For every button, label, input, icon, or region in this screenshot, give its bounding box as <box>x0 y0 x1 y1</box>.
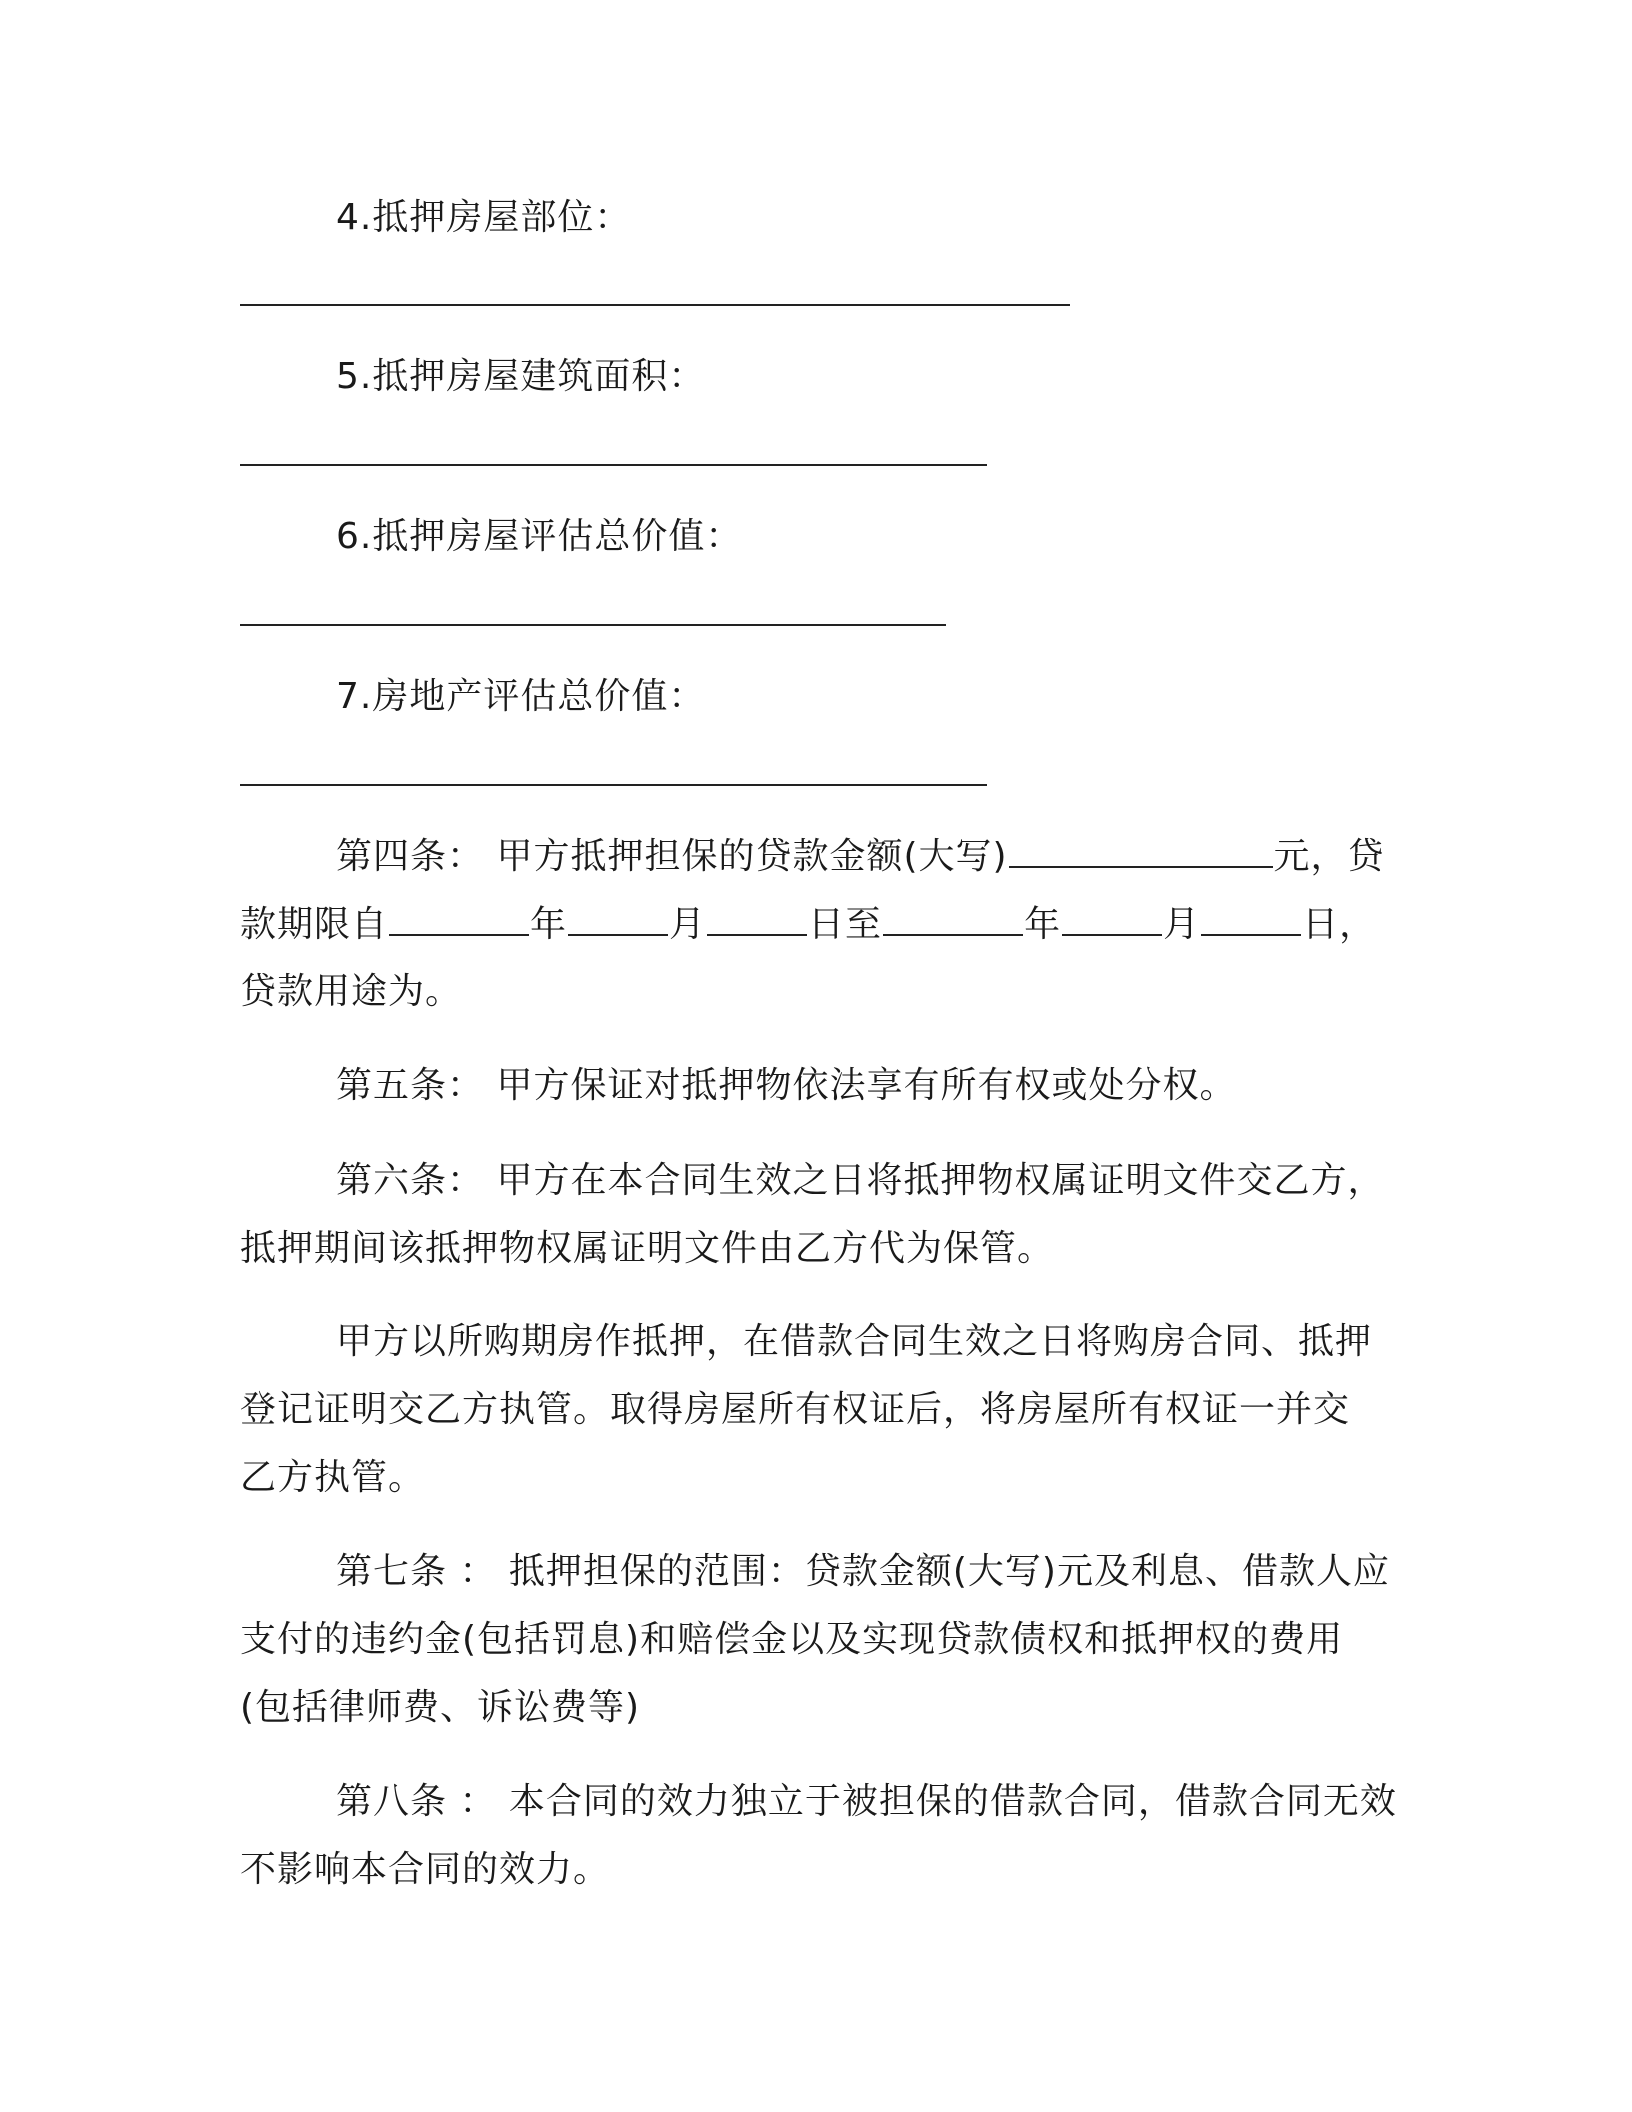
start-year-blank <box>389 900 529 936</box>
item-5-label: 5.抵押房屋建筑面积： <box>336 356 706 397</box>
start-day-label: 日至 <box>808 904 883 945</box>
article-8-line-2: 不影响本合同的效力。 <box>240 1849 611 1890</box>
article-4-text-b: 元，贷 <box>1273 836 1385 877</box>
end-month-label: 月 <box>1163 904 1201 945</box>
article-7-line-2: 支付的违约金(包括罚息)和赔偿金以及实现贷款债权和抵押权的费用 <box>240 1619 1344 1660</box>
end-day-blank <box>1201 900 1301 936</box>
article-4-line-1 <box>336 832 1385 881</box>
end-year-blank <box>883 900 1023 936</box>
start-year-label: 年 <box>530 904 568 945</box>
start-month-blank <box>568 900 668 936</box>
article-4-line-3: 贷款用途为。 <box>240 971 463 1012</box>
article-6-line-2: 抵押期间该抵押物权属证明文件由乙方代为保管。 <box>240 1228 1055 1269</box>
loan-term-start-label: 款期限自 <box>240 904 389 945</box>
item-4-label: 4.抵押房屋部位： <box>336 197 632 238</box>
article-7-line-1: 第七条 ： 抵押担保的范围：贷款金额(大写)元及利息、借款人应 <box>336 1551 1390 1592</box>
article-5-line-1: 第五条： 甲方保证对抵押物依法享有所有权或处分权。 <box>336 1065 1237 1106</box>
item-7-blank-line <box>240 784 987 786</box>
paragraph-line-3: 乙方执管。 <box>240 1457 426 1498</box>
loan-amount-blank <box>1009 832 1273 868</box>
paragraph-line-1: 甲方以所购期房作抵押，在借款合同生效之日将购房合同、抵押 <box>336 1321 1373 1362</box>
start-month-label: 月 <box>669 904 707 945</box>
item-4-blank-line <box>240 304 1070 306</box>
start-day-blank <box>707 900 807 936</box>
item-6-label: 6.抵押房屋评估总价值： <box>336 516 743 557</box>
end-month-blank <box>1062 900 1162 936</box>
item-5-blank-line <box>240 464 987 466</box>
article-7-line-3: (包括律师费、诉讼费等) <box>240 1687 641 1728</box>
end-year-label: 年 <box>1024 904 1062 945</box>
article-4-text-a: 第四条： 甲方抵押担保的贷款金额(大写) <box>336 836 1008 877</box>
article-6-line-1: 第六条： 甲方在本合同生效之日将抵押物权属证明文件交乙方， <box>336 1160 1385 1201</box>
article-4-line-2 <box>240 900 1376 949</box>
paragraph-line-2: 登记证明交乙方执管。取得房屋所有权证后，将房屋所有权证一并交 <box>240 1389 1351 1430</box>
end-day-label: 日， <box>1302 904 1377 945</box>
item-7-label: 7.房地产评估总价值： <box>336 676 706 717</box>
item-6-blank-line <box>240 624 946 626</box>
article-8-line-1: 第八条 ： 本合同的效力独立于被担保的借款合同，借款合同无效 <box>336 1781 1397 1822</box>
